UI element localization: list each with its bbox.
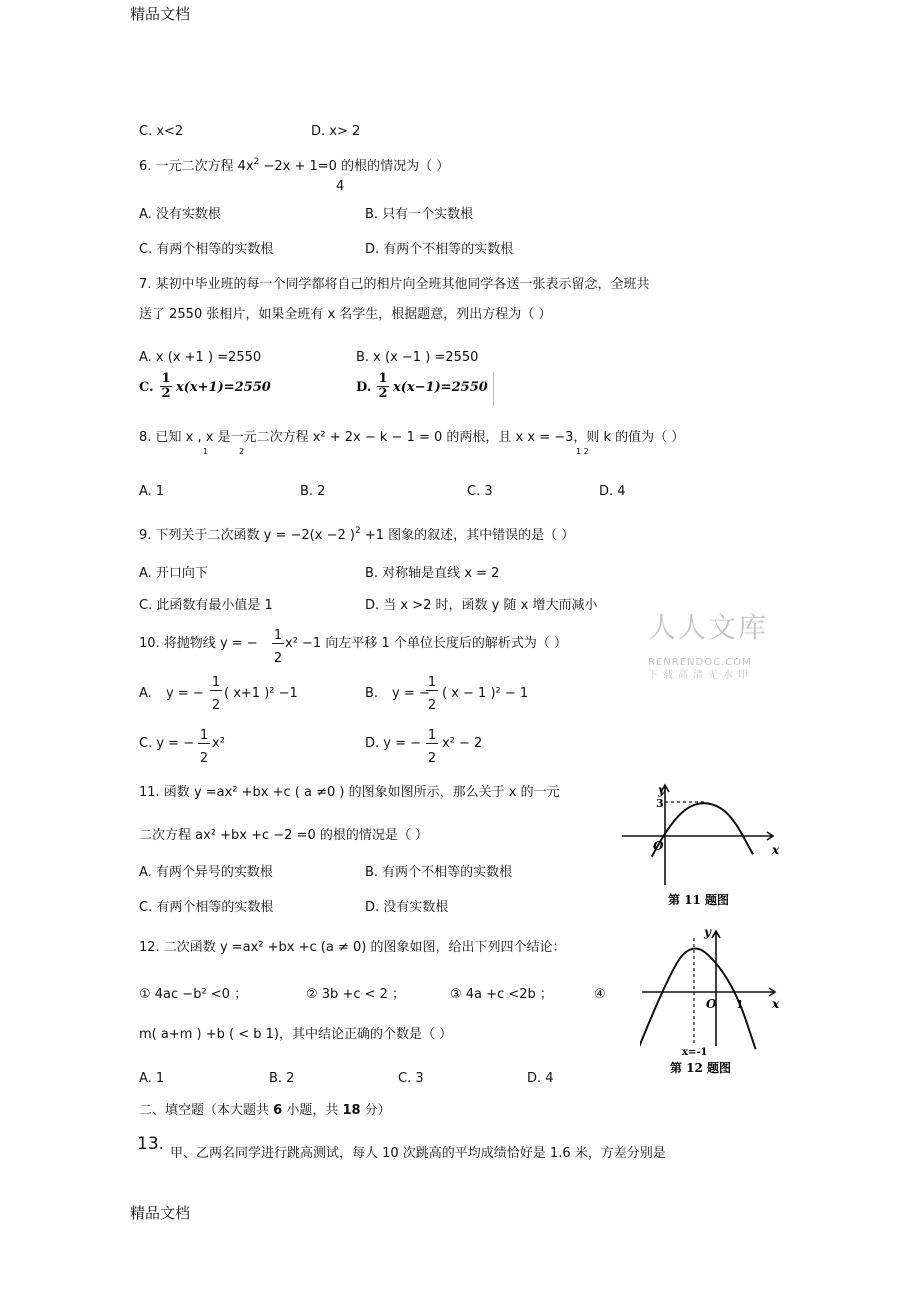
q8-option-b: B. 2 — [300, 484, 326, 499]
q9-stem: 9. 下列关于二次函数 y = −2(x −2 )$^2$ +1 图象的叙述，其中错误的是（ ） — [139, 526, 575, 543]
q11-line1: 11. 函数 y =ax² +bx +c ( a ≠0 ) 的图象如图所示，那么关于 x 的一元 — [139, 785, 560, 800]
q6-option-a: A. 没有实数根 — [139, 207, 221, 222]
q10-option-d-fraction: $\frac{1}{2}$ — [427, 728, 437, 766]
q12-option-a: A. 1 — [139, 1071, 165, 1086]
q10-stem-pre: 10. 将抛物线 y = − — [139, 636, 258, 651]
q8-option-c: C. 3 — [467, 484, 493, 499]
q12-symmetry-label: x=-1 — [682, 1047, 708, 1058]
watermark-url: RENRENDOC.COM — [648, 657, 752, 668]
q12-conclusion-2: ② 3b +c < 2 ； — [306, 987, 406, 1002]
q10-option-c-label: C. y = − — [139, 736, 195, 751]
q11-tick-3: 3 — [656, 797, 664, 810]
q5-option-c: C. x<2 — [139, 124, 184, 139]
page-header: 精品文档 — [130, 5, 191, 23]
q10-option-c-fraction: $\frac{1}{2}$ — [199, 728, 209, 766]
q10-option-a-fraction: $\frac{1}{2}$ — [211, 675, 221, 713]
q12-conclusion-1: ① 4ac −b² <0 ； — [139, 987, 248, 1002]
q11-option-b: B. 有两个不相等的实数根 — [365, 865, 513, 880]
q10-option-b-tail: ( x − 1 )² − 1 — [442, 686, 529, 701]
figure-q12 — [640, 920, 780, 1080]
q12-y-label: y — [704, 925, 711, 939]
q10-option-b-fraction: $\frac{1}{2}$ — [427, 675, 437, 713]
q5-option-d: D. x> 2 — [311, 124, 361, 139]
figure-q11 — [620, 780, 780, 912]
q12-x-label: x — [772, 997, 780, 1011]
q13-text: 甲、乙两名同学进行跳高测试，每人 10 次跳高的平均成绩恰好是 1.6 米，方差分别是 — [170, 1146, 666, 1161]
q6-option-d: D. 有两个不相等的实数根 — [365, 242, 514, 257]
q7-line1: 7. 某初中毕业班的每一个同学都将自己的相片向全班其他同学各送一张表示留念，全班共 — [139, 277, 650, 292]
q12-stem: 12. 二次函数 y =ax² +bx +c (a ≠ 0) 的图象如图，给出下列四个结论： — [139, 940, 566, 955]
q10-option-b-label: B. — [365, 686, 379, 701]
watermark-logo: 人人文库 — [648, 611, 769, 644]
q10-option-a-eq: y = − — [166, 686, 204, 701]
q9-option-c: C. 此函数有最小值是 1 — [139, 598, 273, 613]
q7-option-d-half: $\frac{1}{2}$ — [378, 371, 388, 401]
q10-option-b-eq: y = − — [392, 686, 430, 701]
q12-option-b: B. 2 — [269, 1071, 295, 1086]
q10-option-a-tail: ( x+1 )² −1 — [224, 686, 298, 701]
q10-option-c-tail: x² — [212, 736, 225, 751]
q10-option-a-label: A. — [139, 686, 152, 701]
q7-option-b: B. x (x −1 ) =2550 — [356, 350, 479, 365]
watermark-sub: 下载高清无水印 — [648, 670, 753, 681]
q12-conclusion-4-marker: ④ — [594, 987, 606, 1002]
q11-x-label: x — [772, 843, 780, 857]
q8-subscript-12: 1 2 — [576, 447, 589, 456]
q12-row2: m( a+m ) +b ( < b 1)，其中结论正确的个数是（ ） — [139, 1027, 453, 1042]
q7-option-c-half: $\frac{1}{2}$ — [161, 371, 171, 401]
section2-title: 二、填空题（本大题共 6 小题，共 18 分） — [139, 1103, 391, 1118]
q7-option-a: A. x (x +1 ) =2550 — [139, 350, 262, 365]
q11-parabola — [652, 803, 753, 857]
q11-option-d: D. 没有实数根 — [365, 900, 449, 915]
q7-image-edge — [493, 372, 494, 406]
q11-caption: 第 11 题图 — [668, 893, 730, 907]
q6-option-c: C. 有两个相等的实数根 — [139, 242, 274, 257]
q7-option-c-expr: x(x+1)=2550 — [176, 380, 271, 395]
q10-stem-post: x² −1 向左平移 1 个单位长度后的解析式为（ ） — [285, 636, 568, 651]
q7-line2: 送了 2550 张相片，如果全班有 x 名学生，根据题意，列出方程为（ ） — [139, 307, 552, 322]
q11-origin: O — [653, 839, 664, 853]
q12-option-d: D. 4 — [527, 1071, 554, 1086]
q11-option-c: C. 有两个相等的实数根 — [139, 900, 274, 915]
q10-fraction: $\frac{1}{2}$ — [273, 628, 283, 666]
q9-option-d: D. 当 x >2 时，函数 y 随 x 增大而减小 — [365, 598, 598, 613]
q6-stem: 6. 一元二次方程 $4x^2 -2x + 1=0$ 的根的情况为（ ） — [139, 157, 450, 174]
q10-option-d-label: D. y = − — [365, 736, 422, 751]
q9-option-b: B. 对称轴是直线 x = 2 — [365, 566, 500, 581]
q7-option-d-expr: x(x−1)=2550 — [393, 380, 488, 395]
q6-option-b: B. 只有一个实数根 — [365, 207, 474, 222]
q11-y-label: y — [658, 783, 665, 797]
q8-stem: 8. 已知 x , x 是一元二次方程 x² + 2x − k − 1 = 0 的两根，且 x x = −3，则 k 的值为（ ） — [139, 430, 685, 445]
q8-option-d: D. 4 — [599, 484, 626, 499]
q7-option-d-label: D. — [356, 380, 372, 395]
q13-number: 13. — [137, 1134, 165, 1154]
q10-option-d-tail: x² − 2 — [442, 736, 483, 751]
q11-line2: 二次方程 ax² +bx +c −2 =0 的根的情况是（ ） — [139, 828, 429, 843]
q12-tick-1: 1 — [736, 998, 744, 1011]
q12-conclusion-3: ③ 4a +c <2b ； — [450, 987, 553, 1002]
q7-option-c-label: C. — [139, 380, 154, 395]
q12-option-c: C. 3 — [398, 1071, 424, 1086]
q8-subscript-1: 1 — [203, 447, 209, 456]
q8-subscript-2: 2 — [239, 447, 245, 456]
page-footer: 精品文档 — [130, 1204, 191, 1222]
q6-fraction-den: 4 — [336, 179, 345, 194]
q11-option-a: A. 有两个异号的实数根 — [139, 865, 273, 880]
q12-caption: 第 12 题图 — [670, 1061, 732, 1075]
q12-origin: O — [706, 997, 717, 1011]
q8-option-a: A. 1 — [139, 484, 165, 499]
q9-option-a: A. 开口向下 — [139, 566, 208, 581]
